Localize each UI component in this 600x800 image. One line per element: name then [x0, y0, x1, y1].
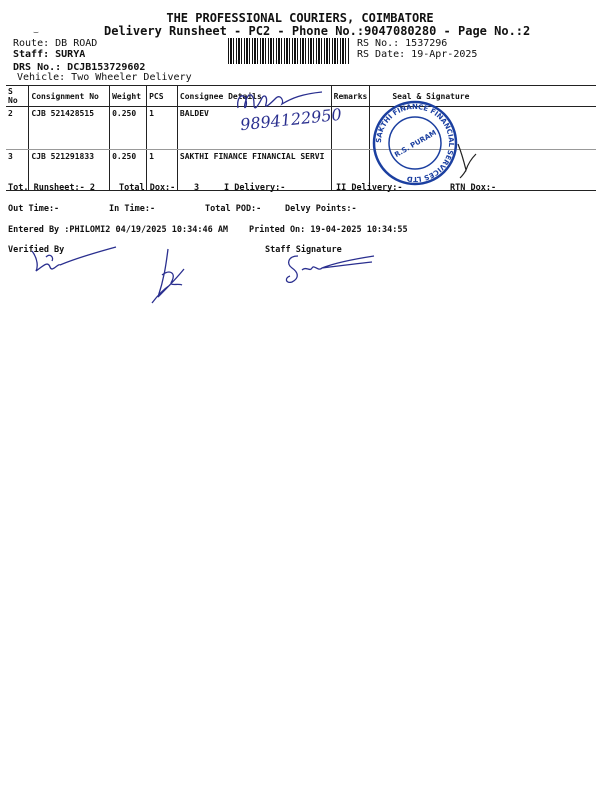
total-pod: Total POD:- — [205, 204, 262, 214]
stamp-inner-text: R.S. PURAM — [393, 128, 438, 160]
col-weight: Weight — [110, 86, 147, 107]
stamp-outer-text: SAKTHI FINANCE FINANCIAL SERVICES LTD — [374, 102, 456, 184]
col-consignee: Consignee Details — [177, 86, 331, 107]
staff-signature-label: Staff Signature — [265, 245, 342, 255]
total-dox-label: Total Dox:- — [119, 183, 176, 193]
total-dox-value: 3 — [194, 183, 200, 193]
col-remarks: Remarks — [331, 86, 370, 107]
ii-delivery: II Delivery:- — [336, 183, 403, 193]
cell-pcs: 1 — [147, 150, 178, 191]
entered-by: Entered By :PHILOMI2 04/19/2025 10:34:46 AM — [8, 225, 229, 235]
staff-signature — [282, 250, 378, 286]
printed-on: Printed On: 19-04-2025 10:34:55 — [249, 225, 408, 235]
tick-mark: ⌣ — [33, 28, 39, 38]
cell-consignment: CJB 521291833 — [29, 150, 110, 191]
vehicle-label: Vehicle: Two Wheeler Delivery — [17, 72, 192, 83]
rtn-dox: RTN Dox:- — [450, 183, 497, 193]
delvy-points: Delvy Points:- — [285, 204, 357, 214]
verified-by-label: Verified By — [8, 245, 65, 255]
handwritten-phone: 9894122950 — [239, 104, 343, 135]
col-consignment: Consignment No — [29, 86, 110, 107]
barcode — [228, 38, 350, 64]
i-delivery: I Delivery:- — [224, 183, 286, 193]
in-time: In Time:- — [109, 204, 156, 214]
col-seal: Seal & Signature — [370, 86, 596, 107]
rs-number: RS No.: 1537296 — [357, 38, 448, 49]
cell-consignee: SAKTHI FINANCE FINANCIAL SERVI — [177, 150, 331, 191]
col-pcs: PCS — [147, 86, 178, 107]
second-signature — [148, 245, 194, 305]
route-label: Route: DB ROAD — [13, 38, 98, 49]
stamp-signature — [452, 140, 482, 180]
cell-sno: 3 — [6, 150, 29, 191]
drs-number: DRS No.: DCJB153729602 — [13, 62, 146, 73]
verifier-signature — [24, 243, 124, 279]
rs-date: RS Date: 19-Apr-2025 — [357, 49, 478, 60]
company-stamp — [372, 100, 458, 186]
cell-weight: 0.250 — [110, 107, 147, 150]
col-sno: S No — [6, 86, 29, 107]
cell-weight: 0.250 — [110, 150, 147, 191]
out-time: Out Time:- — [8, 204, 60, 214]
cell-sno: 2 — [6, 107, 29, 150]
company-name: THE PROFESSIONAL COURIERS, COIMBATORE — [166, 11, 434, 25]
runsheet-title: Delivery Runsheet - PC2 - Phone No.:9047080280 - Page No.:2 — [104, 24, 531, 38]
staff-label: Staff: SURYA — [13, 49, 86, 60]
cell-consignment: CJB 521428515 — [29, 107, 110, 150]
cell-consignee: BALDEV — [177, 107, 331, 150]
tot-runsheet: Tot. Runsheet:- 2 — [8, 183, 95, 193]
cell-pcs: 1 — [147, 107, 178, 150]
